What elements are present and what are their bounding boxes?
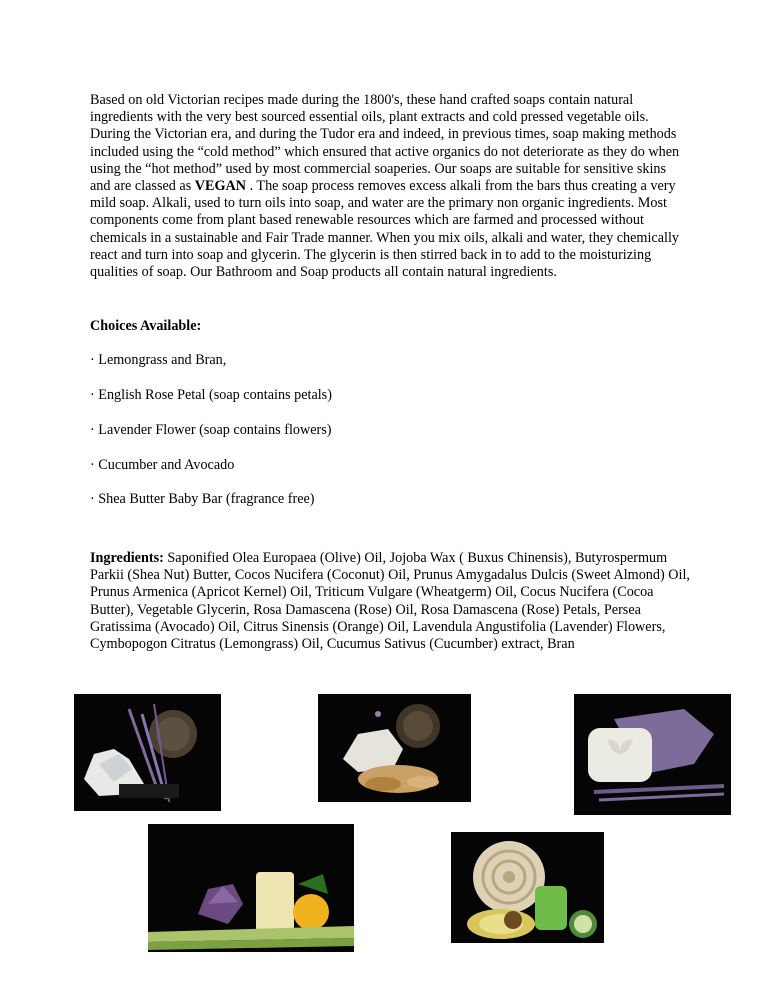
choice-item-rose: · English Rose Petal (soap contains petals) xyxy=(90,387,332,403)
choice-item-shea: · Shea Butter Baby Bar (fragrance free) xyxy=(90,491,315,507)
vegan-label: VEGAN xyxy=(194,178,247,195)
photo-cucumber-avocado-soap xyxy=(451,832,604,943)
intro-text-1: Based on old Victorian recipes made during the 1800's, these hand crafted soaps contain natural ingredients with the very best sourced essential oils, plant extracts and cold pressed vegetable oils. During the Victorian era, and during the Tudor era and indeed, in previous times, soap making methods included using the “cold method” which ensured that active organics do not deteriorate as they do when using the “hot method” used by most commercial soaperies. Our soaps are suitable for sensitive skins and are classed as xyxy=(90,92,680,195)
ingredients-text: Saponified Olea Europaea (Olive) Oil, Jojoba Wax ( Buxus Chinensis), Butyrospermum Parkii (Shea Nut) Butter, Cocos Nucifera (Coconut) Oil, Prunus Amygadalus Dulcis (Sweet Almond) Oil, Prunus Armenica (Apricot Kernel) Oil, Triticum Vulgare (Wheatgerm) Oil, Cocus Nucifera (Cocoa Butter), Vegetable Glycerin, Rosa Damascena (Rose) Oil, Rosa Damascena (Rose) Petals, Persea Gratissima (Avocado) Oil, Citrus Sinensis (Orange) Oil, Lavendula Angustifolia (Lavender) Flowers, Cymbopogon Citratus (Lemongrass) Oil, Cucumus Sativus (Cucumber) extract, Bran xyxy=(90,550,690,653)
intro-paragraph xyxy=(90,92,690,281)
choice-item-lavender: · Lavender Flower (soap contains flowers) xyxy=(90,422,332,438)
photo-rose-petal-soap xyxy=(318,694,471,802)
photo-lavender-butterfly-soap xyxy=(574,694,731,815)
choices-heading: Choices Available: xyxy=(90,318,202,334)
photo-lavender-crystal-soap xyxy=(74,694,221,811)
choice-item-cucumber: · Cucumber and Avocado xyxy=(90,457,235,473)
choice-item-lemongrass: · Lemongrass and Bran, xyxy=(90,352,227,368)
intro-text-2: . The soap process removes excess alkali from the bars thus creating a very mild soap. Alkali, used to turn oils into soap, and water are the primary non organic ingredients. Most components come from plant based renewable resources which are farmed and processed without chemicals in a sustainable and Fair Trade manner. When you mix oils, alkali and water, they chemically react and turn into soap and glycerin. The glycerin is then stirred back in to add to the moisturizing qualities of soap. Our Bathroom and Soap products all contain natural ingredients. xyxy=(90,178,679,281)
ingredients-paragraph xyxy=(90,550,690,653)
photo-lemongrass-soap xyxy=(148,824,354,952)
ingredients-label: Ingredients: xyxy=(90,550,164,566)
